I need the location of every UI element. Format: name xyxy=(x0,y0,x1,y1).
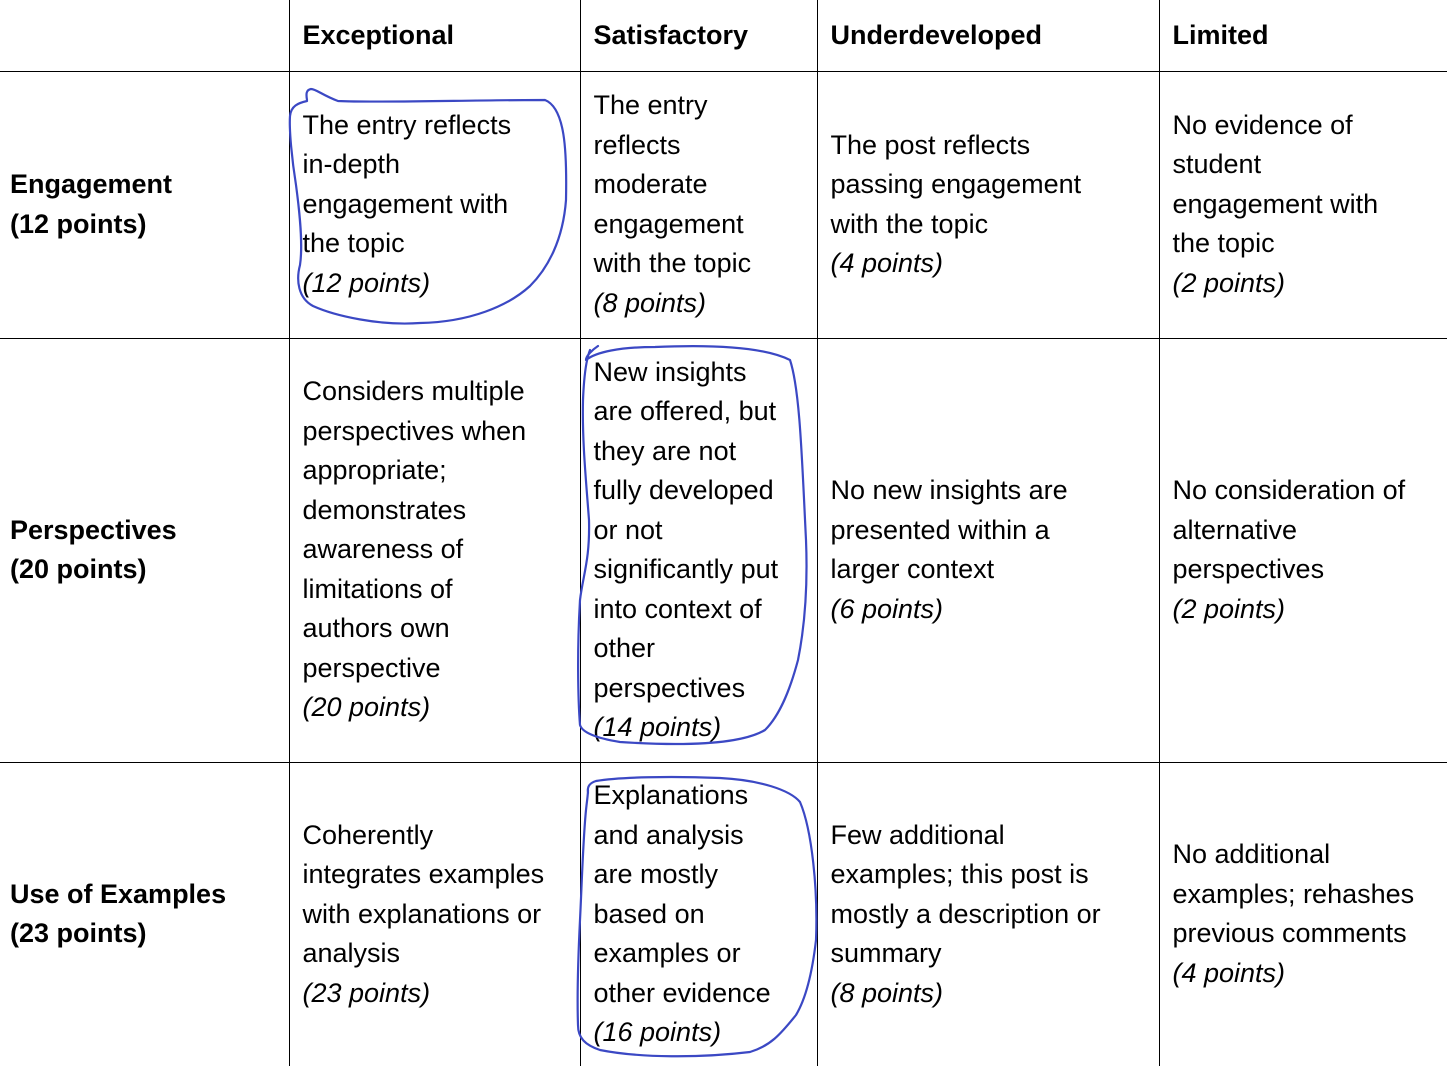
header-exceptional: Exceptional xyxy=(289,0,580,71)
cell-points: (20 points) xyxy=(302,692,431,723)
row-perspectives xyxy=(0,338,1447,762)
row-engagement xyxy=(0,71,1447,338)
cell-points: (23 points) xyxy=(302,977,431,1008)
cell-points: (4 points) xyxy=(830,248,944,278)
header-row xyxy=(0,0,1447,71)
criterion-name: Engagement xyxy=(10,169,173,199)
cell-points: (2 points) xyxy=(1172,593,1286,624)
header-corner-cell xyxy=(0,0,289,71)
cell-engagement-underdeveloped xyxy=(817,71,1159,338)
cell-points: (6 points) xyxy=(830,593,944,624)
cell-description: Coherently integrates examples with explanations or analysis xyxy=(302,819,545,968)
cell-perspectives-exceptional xyxy=(289,338,580,762)
cell-description: The entry reflects in-depth engagement with the topic xyxy=(302,109,512,259)
cell-examples-underdeveloped xyxy=(817,762,1159,1066)
cell-engagement-exceptional xyxy=(289,71,580,338)
cell-points: (16 points) xyxy=(593,1017,722,1047)
cell-points: (8 points) xyxy=(593,287,707,318)
criterion-points: (20 points) xyxy=(10,554,147,584)
criterion-cell xyxy=(0,762,289,1066)
cell-description: Explanations and analysis are mostly based on examples or other evidence xyxy=(593,780,771,1008)
cell-points: (8 points) xyxy=(830,977,944,1008)
cell-description: The entry reflects moderate engagement with the topic xyxy=(593,90,752,278)
criterion-points: (23 points) xyxy=(10,918,147,949)
header-limited: Limited xyxy=(1159,0,1447,71)
cell-description: New insights are offered, but they are not fully developed or not significantly put into context of other perspectives xyxy=(593,356,779,703)
cell-description: No consideration of alternative perspectives xyxy=(1172,475,1406,584)
header-satisfactory: Satisfactory xyxy=(580,0,817,71)
cell-description: No new insights are presented within a larger context xyxy=(830,475,1068,584)
cell-examples-satisfactory xyxy=(580,762,817,1066)
cell-perspectives-underdeveloped xyxy=(817,338,1159,762)
criterion-points: (12 points) xyxy=(10,208,147,239)
cell-description: Considers multiple perspectives when appropriate; demonstrates awareness of limitations of authors own perspective xyxy=(302,376,527,683)
criterion-name: Perspectives xyxy=(10,514,177,545)
cell-engagement-satisfactory xyxy=(580,71,817,338)
cell-points: (14 points) xyxy=(593,712,722,742)
cell-examples-limited xyxy=(1159,762,1447,1066)
cell-points: (4 points) xyxy=(1172,957,1286,988)
cell-description: No evidence of student engagement with the topic xyxy=(1172,109,1379,259)
cell-engagement-limited xyxy=(1159,71,1447,338)
cell-points: (12 points) xyxy=(302,267,431,298)
cell-perspectives-limited xyxy=(1159,338,1447,762)
cell-description: No additional examples; rehashes previous comments xyxy=(1172,839,1415,949)
criterion-name: Use of Examples xyxy=(10,878,227,909)
row-use-of-examples xyxy=(0,762,1447,1066)
header-underdeveloped: Underdeveloped xyxy=(817,0,1159,71)
cell-perspectives-satisfactory xyxy=(580,338,817,762)
cell-description: The post reflects passing engagement with the topic xyxy=(830,129,1082,239)
cell-description: Few additional examples; this post is mostly a description or summary xyxy=(830,819,1101,968)
cell-points: (2 points) xyxy=(1172,267,1286,298)
criterion-cell xyxy=(0,338,289,762)
criterion-cell xyxy=(0,71,289,338)
cell-examples-exceptional xyxy=(289,762,580,1066)
